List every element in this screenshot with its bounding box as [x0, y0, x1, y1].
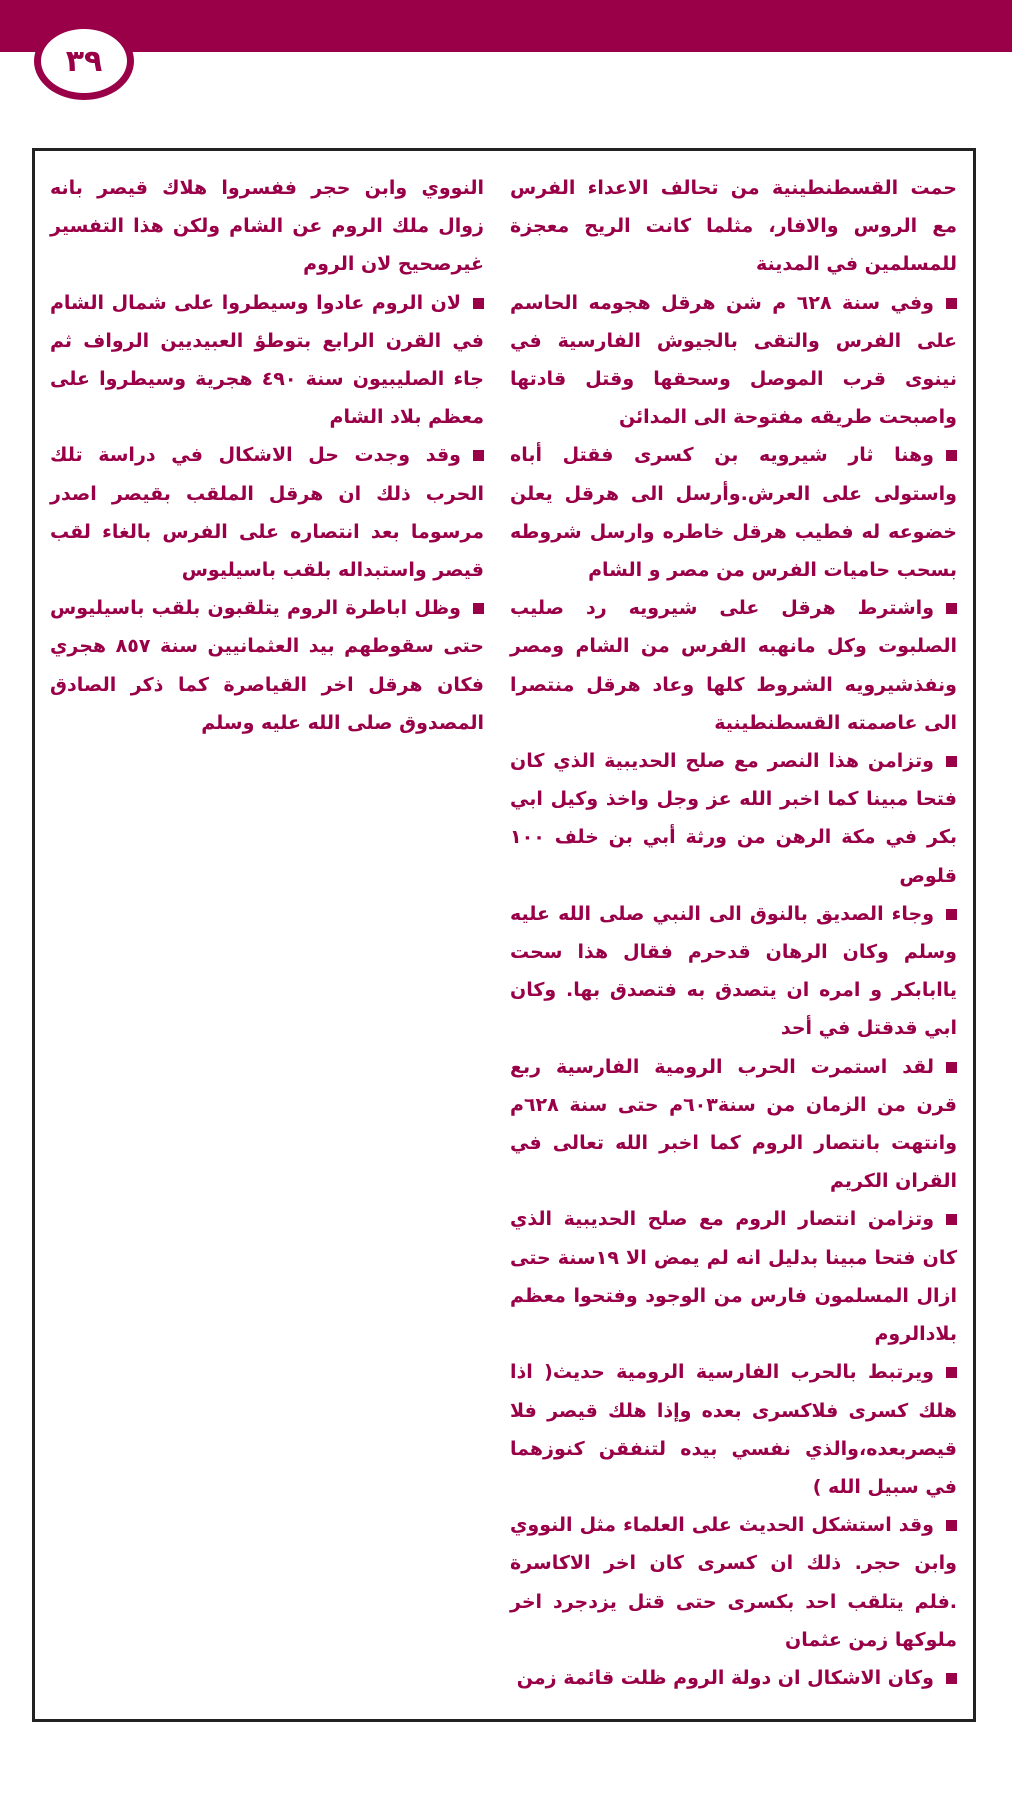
square-bullet-icon: [946, 1214, 957, 1225]
square-bullet-icon: [946, 756, 957, 767]
paragraph-text: ويرتبط بالحرب الفارسية الرومية حديث( اذا هلك كسرى فلاكسرى بعده وإذا هلك قيصر فلا قيصربعده،والذي نفسي بيده لتنفقن كنوزهما في سبيل الله ): [510, 1361, 957, 1498]
square-bullet-icon: [473, 450, 484, 461]
paragraph-text: وتزامن انتصار الروم مع صلح الحديبية الذي كان فتحا مبينا بدليل انه لم يمض الا ١٩سنة حتى ازال المسلمون فارس من الوجود وفتحوا معظم بلادالروم: [510, 1208, 958, 1346]
paragraph-text: وفي سنة ٦٢٨ م شن هرقل هجومه الحاسم على الفرس والتقى بالجيوش الفارسية في نينوى قرب الموصل وسحقها وقتل قادتها واصبحت طريقه مفتوحة الى المدائن: [510, 291, 957, 429]
paragraph: [510, 284, 957, 437]
paragraph: [50, 436, 484, 589]
paragraph-text: النووي وابن حجر ففسروا هلاك قيصر بانه زوال ملك الروم عن الشام ولكن هذا التفسير غيرصحيح لان الروم: [50, 177, 484, 276]
paragraph-text: لان الروم عادوا وسيطروا على شمال الشام في القرن الرابع بتوطؤ العبيديين الرواف ثم جاء الصليبيون سنة ٤٩٠ هجرية وسيطروا على معظم بلاد الشام: [50, 291, 484, 429]
page-number: ٣٩: [65, 43, 103, 79]
paragraph: [510, 1200, 957, 1353]
paragraph: [510, 1353, 957, 1506]
text-frame: [32, 148, 976, 1722]
square-bullet-icon: [946, 909, 957, 920]
paragraph-text: واشترط هرقل على شيرويه رد صليب الصلبوت وكل مانهبه الفرس من الشام ومصر ونفذشيرويه الشروط كلها وعاد هرقل منتصرا الى عاصمته القسطنطينية: [510, 597, 957, 734]
square-bullet-icon: [946, 603, 957, 614]
square-bullet-icon: [946, 1062, 957, 1073]
paragraph-text: وهنا ثار شيرويه بن كسرى فقتل أباه واستولى على العرش.وأرسل الى هرقل يعلن خضوعه له فطيب هرقل خاطره وارسل شروطه بسحب حاميات الفرس من مصر و الشام: [510, 444, 957, 582]
paragraph-text: وقد استشكل الحديث على العلماء مثل النووي وابن حجر. ذلك ان كسرى كان اخر الاكاسرة .فلم يتلقب احد بكسرى حتى قتل يزدجرد اخر ملوكها زمن عثمان: [510, 1514, 957, 1651]
top-banner: [0, 0, 1012, 52]
paragraph: [50, 169, 484, 284]
paragraph-text: وظل اباطرة الروم يتلقبون بلقب باسيليوس حتى سقوطهم بيد العثمانيين سنة ٨٥٧ هجري فكان هرقل اخر القياصرة كما ذكر الصادق المصدوق صلى الله عليه وسلم: [50, 597, 484, 734]
paragraph: [50, 589, 484, 742]
paragraph: [510, 1506, 957, 1659]
paragraph: [510, 436, 957, 589]
square-bullet-icon: [946, 450, 957, 461]
paragraph: [510, 742, 957, 895]
square-bullet-icon: [946, 1520, 957, 1531]
square-bullet-icon: [473, 603, 484, 614]
paragraph-text: وقد وجدت حل الاشكال في دراسة تلك الحرب ذلك ان هرقل الملقب بقيصر اصدر مرسوما بعد انتصاره على الفرس بالغاء لقب قيصر واستبداله بلقب باسيليوس: [50, 444, 484, 582]
page-number-badge: [34, 22, 134, 100]
paragraph-text: وجاء الصديق بالنوق الى النبي صلى الله عليه وسلم وكان الرهان قدحرم فقال هذا سحت ياابابكر و امره ان يتصدق به فتصدق بها. وكان ابي قدقتل في أحد: [510, 902, 957, 1040]
square-bullet-icon: [473, 298, 484, 309]
paragraph: [50, 284, 484, 437]
paragraph: [510, 589, 957, 742]
paragraph: [510, 895, 957, 1048]
left-column: [50, 169, 484, 742]
right-column: [510, 169, 957, 1697]
paragraph: [510, 1659, 957, 1697]
square-bullet-icon: [946, 298, 957, 309]
paragraph-text: وكان الاشكال ان دولة الروم ظلت قائمة زمن: [516, 1666, 934, 1689]
paragraph-text: لقد استمرت الحرب الرومية الفارسية ربع قرن من الزمان من سنة٦٠٣م حتى سنة ٦٢٨م وانتهت بانتصار الروم كما اخبر الله تعالى في القران الكريم: [510, 1055, 957, 1193]
square-bullet-icon: [946, 1673, 957, 1684]
paragraph-text: حمت القسطنطينية من تحالف الاعداء الفرس مع الروس والافار، مثلما كانت الريح معجزة للمسلمين في المدينة: [510, 177, 957, 276]
paragraph-text: وتزامن هذا النصر مع صلح الحديبية الذي كان فتحا مبينا كما اخبر الله عز وجل واخذ وكيل ابي بكر في مكة الرهن من ورثة أبي بن خلف ١٠٠ قلوص: [510, 750, 957, 887]
paragraph: [510, 169, 957, 284]
square-bullet-icon: [946, 1367, 957, 1378]
paragraph: [510, 1048, 957, 1201]
